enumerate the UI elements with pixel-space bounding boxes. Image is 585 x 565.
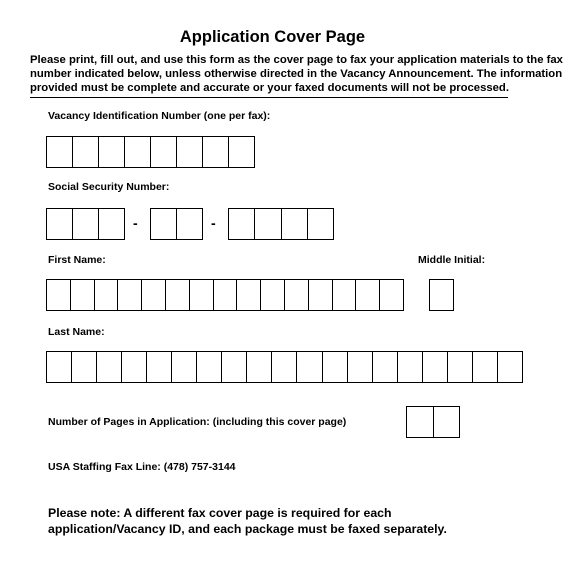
last-name-boxes[interactable] — [46, 351, 523, 383]
character-box[interactable] — [47, 352, 72, 382]
middle-initial-label: Middle Initial: — [418, 254, 486, 266]
character-box[interactable] — [197, 352, 222, 382]
ssn-separator-1: - — [133, 215, 138, 231]
character-box[interactable] — [47, 280, 71, 310]
note-paragraph — [48, 505, 548, 537]
page-count-boxes[interactable] — [406, 406, 460, 438]
character-box[interactable] — [237, 280, 261, 310]
character-box[interactable] — [99, 137, 125, 167]
character-box[interactable] — [73, 209, 99, 239]
character-box[interactable] — [297, 352, 322, 382]
character-box[interactable] — [255, 209, 281, 239]
character-box[interactable] — [125, 137, 151, 167]
character-box[interactable] — [118, 280, 142, 310]
character-box[interactable] — [229, 137, 254, 167]
character-box[interactable] — [222, 352, 247, 382]
ssn-separator-2: - — [211, 215, 216, 231]
ssn-boxes-group-1[interactable] — [46, 208, 125, 240]
character-box[interactable] — [72, 352, 97, 382]
page-count-label: Number of Pages in Application: (including this cover page) — [48, 416, 347, 428]
character-box[interactable] — [47, 137, 73, 167]
character-box[interactable] — [147, 352, 172, 382]
character-box[interactable] — [177, 137, 203, 167]
ssn-boxes-group-2[interactable] — [150, 208, 203, 240]
character-box[interactable] — [407, 407, 434, 437]
character-box[interactable] — [47, 209, 73, 239]
instructions-line-3: provided must be complete and accurate or your faxed documents will not be processed. — [30, 82, 509, 94]
character-box[interactable] — [261, 280, 285, 310]
character-box[interactable] — [272, 352, 297, 382]
instructions-line-2: number indicated below, unless otherwise directed in the Vacancy Announcement. The information — [30, 68, 563, 80]
character-box[interactable] — [333, 280, 357, 310]
fax-line-text: USA Staffing Fax Line: (478) 757-3144 — [48, 461, 236, 473]
character-box[interactable] — [423, 352, 448, 382]
character-box[interactable] — [473, 352, 498, 382]
character-box[interactable] — [373, 352, 398, 382]
first-name-boxes[interactable] — [46, 279, 404, 311]
character-box[interactable] — [308, 209, 333, 239]
vacancy-id-boxes[interactable] — [46, 136, 255, 168]
instructions-underline — [30, 97, 508, 98]
vacancy-id-label: Vacancy Identification Number (one per fax): — [48, 110, 271, 122]
character-box[interactable] — [430, 280, 453, 310]
character-box[interactable] — [203, 137, 229, 167]
character-box[interactable] — [177, 209, 202, 239]
character-box[interactable] — [498, 352, 522, 382]
character-box[interactable] — [73, 137, 99, 167]
middle-initial-box[interactable] — [429, 279, 454, 311]
note-line-1: Please note: A different fax cover page is required for each — [48, 506, 392, 520]
character-box[interactable] — [229, 209, 255, 239]
first-name-label: First Name: — [48, 254, 106, 266]
character-box[interactable] — [151, 209, 177, 239]
instructions-line-1: Please print, fill out, and use this form as the cover page to fax your application materials to the fax — [30, 54, 563, 66]
page-title: Application Cover Page — [179, 28, 366, 46]
character-box[interactable] — [247, 352, 272, 382]
character-box[interactable] — [122, 352, 147, 382]
character-box[interactable] — [190, 280, 214, 310]
character-box[interactable] — [95, 280, 119, 310]
character-box[interactable] — [71, 280, 95, 310]
character-box[interactable] — [166, 280, 190, 310]
last-name-label: Last Name: — [48, 326, 105, 338]
character-box[interactable] — [214, 280, 238, 310]
character-box[interactable] — [97, 352, 122, 382]
character-box[interactable] — [348, 352, 373, 382]
character-box[interactable] — [151, 137, 177, 167]
character-box[interactable] — [398, 352, 423, 382]
character-box[interactable] — [142, 280, 166, 310]
character-box[interactable] — [282, 209, 308, 239]
ssn-label: Social Security Number: — [48, 181, 170, 193]
character-box[interactable] — [448, 352, 473, 382]
character-box[interactable] — [323, 352, 348, 382]
character-box[interactable] — [356, 280, 380, 310]
character-box[interactable] — [172, 352, 197, 382]
character-box[interactable] — [380, 280, 403, 310]
character-box[interactable] — [99, 209, 124, 239]
character-box[interactable] — [309, 280, 333, 310]
note-line-2: application/Vacancy ID, and each package must be faxed separately. — [48, 522, 447, 536]
character-box[interactable] — [434, 407, 460, 437]
ssn-boxes-group-3[interactable] — [228, 208, 334, 240]
instructions-paragraph — [30, 53, 570, 95]
character-box[interactable] — [285, 280, 309, 310]
